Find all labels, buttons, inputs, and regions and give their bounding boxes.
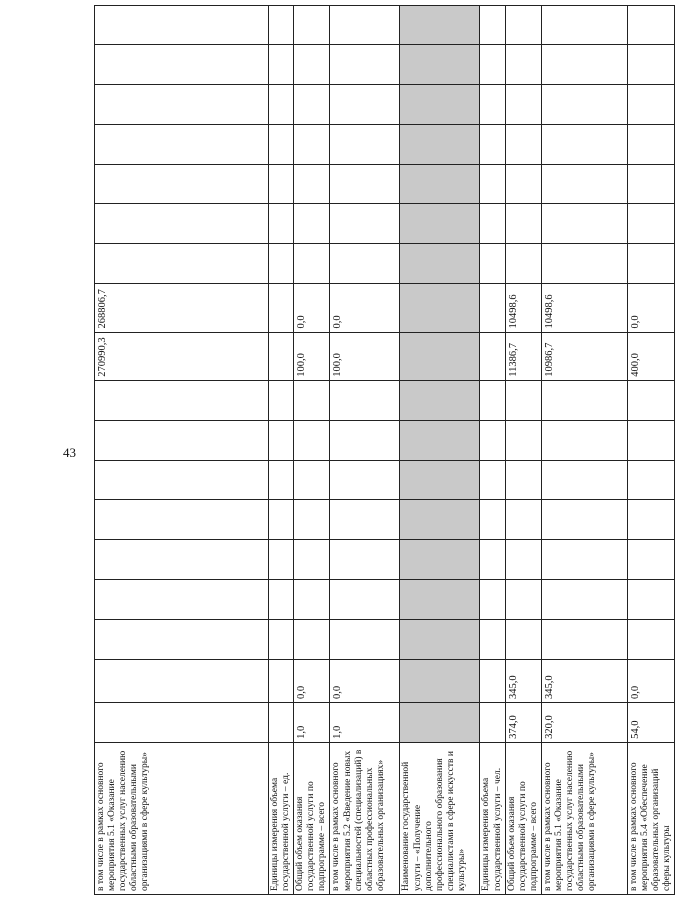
value-cell bbox=[505, 620, 541, 660]
value-cell bbox=[627, 45, 674, 85]
value-cell bbox=[294, 164, 330, 204]
value-cell bbox=[541, 124, 627, 164]
row-label: Единицы измерения объема государственной услуги – чел. bbox=[480, 742, 505, 894]
value-cell bbox=[330, 620, 400, 660]
value-cell bbox=[95, 420, 269, 460]
value-cell bbox=[541, 6, 627, 45]
value-cell bbox=[294, 380, 330, 420]
value-cell bbox=[480, 460, 505, 500]
value-cell bbox=[95, 580, 269, 620]
value-cell bbox=[627, 164, 674, 204]
value-cell bbox=[269, 500, 294, 540]
table-row bbox=[95, 6, 269, 895]
value-cell bbox=[95, 45, 269, 85]
value-cell bbox=[480, 45, 505, 85]
value-cell: 400,0 bbox=[627, 332, 674, 380]
value-cell bbox=[330, 580, 400, 620]
value-cell bbox=[627, 84, 674, 124]
value-cell bbox=[294, 244, 330, 284]
value-cell bbox=[505, 164, 541, 204]
value-cell bbox=[95, 500, 269, 540]
value-cell bbox=[480, 420, 505, 460]
value-cell bbox=[627, 620, 674, 660]
value-cell bbox=[269, 332, 294, 380]
value-cell bbox=[95, 620, 269, 660]
value-cell bbox=[95, 702, 269, 742]
value-cell bbox=[541, 164, 627, 204]
row-label: Общий объем оказания государственной услуги по подпрограмме – всего bbox=[294, 742, 330, 894]
value-cell bbox=[294, 500, 330, 540]
value-cell: 0,0 bbox=[294, 284, 330, 332]
value-cell bbox=[400, 6, 480, 45]
value-cell bbox=[627, 244, 674, 284]
value-cell bbox=[627, 500, 674, 540]
value-cell bbox=[505, 500, 541, 540]
value-cell: 374,0 bbox=[505, 702, 541, 742]
value-cell bbox=[330, 380, 400, 420]
table-row bbox=[269, 6, 294, 895]
value-cell bbox=[294, 6, 330, 45]
value-cell bbox=[294, 420, 330, 460]
value-cell bbox=[400, 540, 480, 580]
value-cell bbox=[400, 380, 480, 420]
value-cell bbox=[294, 620, 330, 660]
value-cell bbox=[400, 460, 480, 500]
row-label: в том числе в рамках основного мероприятия 5.1 «Оказание государственных услуг населению областными образовательными организациями в сфере культуры» bbox=[95, 742, 269, 894]
value-cell bbox=[480, 580, 505, 620]
value-cell bbox=[480, 620, 505, 660]
value-cell bbox=[269, 659, 294, 702]
value-cell bbox=[480, 659, 505, 702]
value-cell bbox=[541, 244, 627, 284]
value-cell bbox=[541, 580, 627, 620]
value-cell bbox=[269, 6, 294, 45]
value-cell bbox=[330, 84, 400, 124]
value-cell bbox=[330, 124, 400, 164]
value-cell bbox=[400, 580, 480, 620]
row-label: в том числе в рамках основного мероприятия 5.1 «Оказание государственных услуг населению областными образовательными организациями в сфере культуры» bbox=[541, 742, 627, 894]
value-cell bbox=[400, 420, 480, 460]
value-cell bbox=[505, 540, 541, 580]
value-cell bbox=[400, 620, 480, 660]
value-cell bbox=[269, 45, 294, 85]
value-cell bbox=[541, 380, 627, 420]
value-cell: 268806,7 bbox=[95, 284, 269, 332]
value-cell bbox=[269, 124, 294, 164]
value-cell bbox=[505, 45, 541, 85]
value-cell: 10498,6 bbox=[541, 284, 627, 332]
value-cell: 100,0 bbox=[330, 332, 400, 380]
value-cell bbox=[505, 460, 541, 500]
value-cell bbox=[505, 244, 541, 284]
value-cell bbox=[294, 540, 330, 580]
value-cell bbox=[269, 164, 294, 204]
row-label: Наименование государственной услуги – «Получение дополнительного профессионального образования специалистами в сфере искусств и культуры» bbox=[400, 742, 480, 894]
value-cell bbox=[95, 380, 269, 420]
value-cell bbox=[269, 540, 294, 580]
value-cell bbox=[400, 332, 480, 380]
value-cell bbox=[269, 580, 294, 620]
value-cell bbox=[505, 204, 541, 244]
value-cell bbox=[480, 500, 505, 540]
value-cell bbox=[627, 380, 674, 420]
value-cell bbox=[480, 6, 505, 45]
value-cell: 0,0 bbox=[330, 659, 400, 702]
value-cell bbox=[400, 702, 480, 742]
value-cell bbox=[330, 6, 400, 45]
value-cell: 0,0 bbox=[627, 659, 674, 702]
value-cell bbox=[95, 124, 269, 164]
value-cell bbox=[294, 460, 330, 500]
value-cell: 0,0 bbox=[294, 659, 330, 702]
value-cell: 1,0 bbox=[330, 702, 400, 742]
value-cell bbox=[400, 164, 480, 204]
value-cell bbox=[627, 460, 674, 500]
table-row bbox=[480, 6, 505, 895]
value-cell bbox=[400, 659, 480, 702]
value-cell bbox=[95, 204, 269, 244]
value-cell bbox=[541, 620, 627, 660]
table-row bbox=[627, 6, 674, 895]
value-cell bbox=[505, 124, 541, 164]
value-cell bbox=[400, 45, 480, 85]
value-cell bbox=[330, 244, 400, 284]
value-cell: 10986,7 bbox=[541, 332, 627, 380]
value-cell bbox=[269, 702, 294, 742]
row-label: Единицы измерения объема государственной услуги – ед. bbox=[269, 742, 294, 894]
value-cell bbox=[480, 540, 505, 580]
value-cell bbox=[480, 84, 505, 124]
value-cell bbox=[480, 332, 505, 380]
value-cell bbox=[269, 204, 294, 244]
value-cell bbox=[95, 460, 269, 500]
value-cell: 100,0 bbox=[294, 332, 330, 380]
value-cell bbox=[95, 540, 269, 580]
value-cell bbox=[505, 380, 541, 420]
value-cell bbox=[400, 124, 480, 164]
value-cell bbox=[269, 84, 294, 124]
value-cell bbox=[505, 580, 541, 620]
rotated-table-wrapper bbox=[94, 5, 673, 895]
value-cell bbox=[627, 580, 674, 620]
value-cell bbox=[627, 124, 674, 164]
value-cell bbox=[480, 284, 505, 332]
value-cell bbox=[541, 45, 627, 85]
table-row bbox=[505, 6, 541, 895]
value-cell bbox=[505, 6, 541, 45]
value-cell bbox=[95, 84, 269, 124]
value-cell bbox=[330, 164, 400, 204]
value-cell bbox=[330, 460, 400, 500]
value-cell bbox=[330, 204, 400, 244]
value-cell bbox=[505, 84, 541, 124]
value-cell bbox=[541, 420, 627, 460]
value-cell bbox=[627, 204, 674, 244]
value-cell bbox=[480, 244, 505, 284]
value-cell bbox=[627, 420, 674, 460]
value-cell bbox=[330, 420, 400, 460]
value-cell bbox=[269, 620, 294, 660]
value-cell bbox=[400, 500, 480, 540]
value-cell bbox=[269, 460, 294, 500]
value-cell bbox=[480, 164, 505, 204]
page-number: 43 bbox=[63, 445, 76, 460]
value-cell: 54,0 bbox=[627, 702, 674, 742]
table-row bbox=[400, 6, 480, 895]
value-cell bbox=[400, 204, 480, 244]
value-cell bbox=[95, 164, 269, 204]
value-cell bbox=[400, 284, 480, 332]
table-row bbox=[541, 6, 627, 895]
value-cell bbox=[541, 460, 627, 500]
row-label: Общий объем оказания государственной услуги по подпрограмме – всего bbox=[505, 742, 541, 894]
value-cell bbox=[269, 284, 294, 332]
indicator-table bbox=[94, 5, 675, 895]
value-cell: 345,0 bbox=[505, 659, 541, 702]
value-cell bbox=[627, 540, 674, 580]
value-cell bbox=[541, 204, 627, 244]
value-cell bbox=[269, 244, 294, 284]
value-cell bbox=[294, 580, 330, 620]
value-cell: 0,0 bbox=[627, 284, 674, 332]
value-cell bbox=[480, 702, 505, 742]
value-cell bbox=[95, 659, 269, 702]
value-cell bbox=[330, 45, 400, 85]
value-cell bbox=[294, 45, 330, 85]
value-cell bbox=[627, 6, 674, 45]
value-cell: 0,0 bbox=[330, 284, 400, 332]
value-cell bbox=[330, 540, 400, 580]
value-cell: 345,0 bbox=[541, 659, 627, 702]
value-cell bbox=[269, 420, 294, 460]
value-cell bbox=[400, 244, 480, 284]
row-label: в том числе в рамках основного мероприятия 5.2 «Введение новых специальностей (специализаций) в областных профессиональных образовательных организациях» bbox=[330, 742, 400, 894]
value-cell bbox=[294, 204, 330, 244]
value-cell bbox=[505, 420, 541, 460]
row-label: в том числе в рамках основного мероприятия 5.4 «Обеспечение образовательных организаций сферы культуры bbox=[627, 742, 674, 894]
value-cell bbox=[480, 204, 505, 244]
value-cell bbox=[541, 84, 627, 124]
value-cell bbox=[400, 84, 480, 124]
value-cell bbox=[294, 84, 330, 124]
value-cell bbox=[269, 380, 294, 420]
value-cell bbox=[294, 124, 330, 164]
table-row bbox=[330, 6, 400, 895]
value-cell: 1,0 bbox=[294, 702, 330, 742]
value-cell bbox=[541, 500, 627, 540]
value-cell: 270990,3 bbox=[95, 332, 269, 380]
value-cell: 320,0 bbox=[541, 702, 627, 742]
value-cell bbox=[95, 6, 269, 45]
value-cell bbox=[95, 244, 269, 284]
value-cell bbox=[480, 124, 505, 164]
table-row bbox=[294, 6, 330, 895]
value-cell bbox=[330, 500, 400, 540]
value-cell bbox=[541, 540, 627, 580]
value-cell: 11386,7 bbox=[505, 332, 541, 380]
value-cell bbox=[480, 380, 505, 420]
value-cell: 10498,6 bbox=[505, 284, 541, 332]
